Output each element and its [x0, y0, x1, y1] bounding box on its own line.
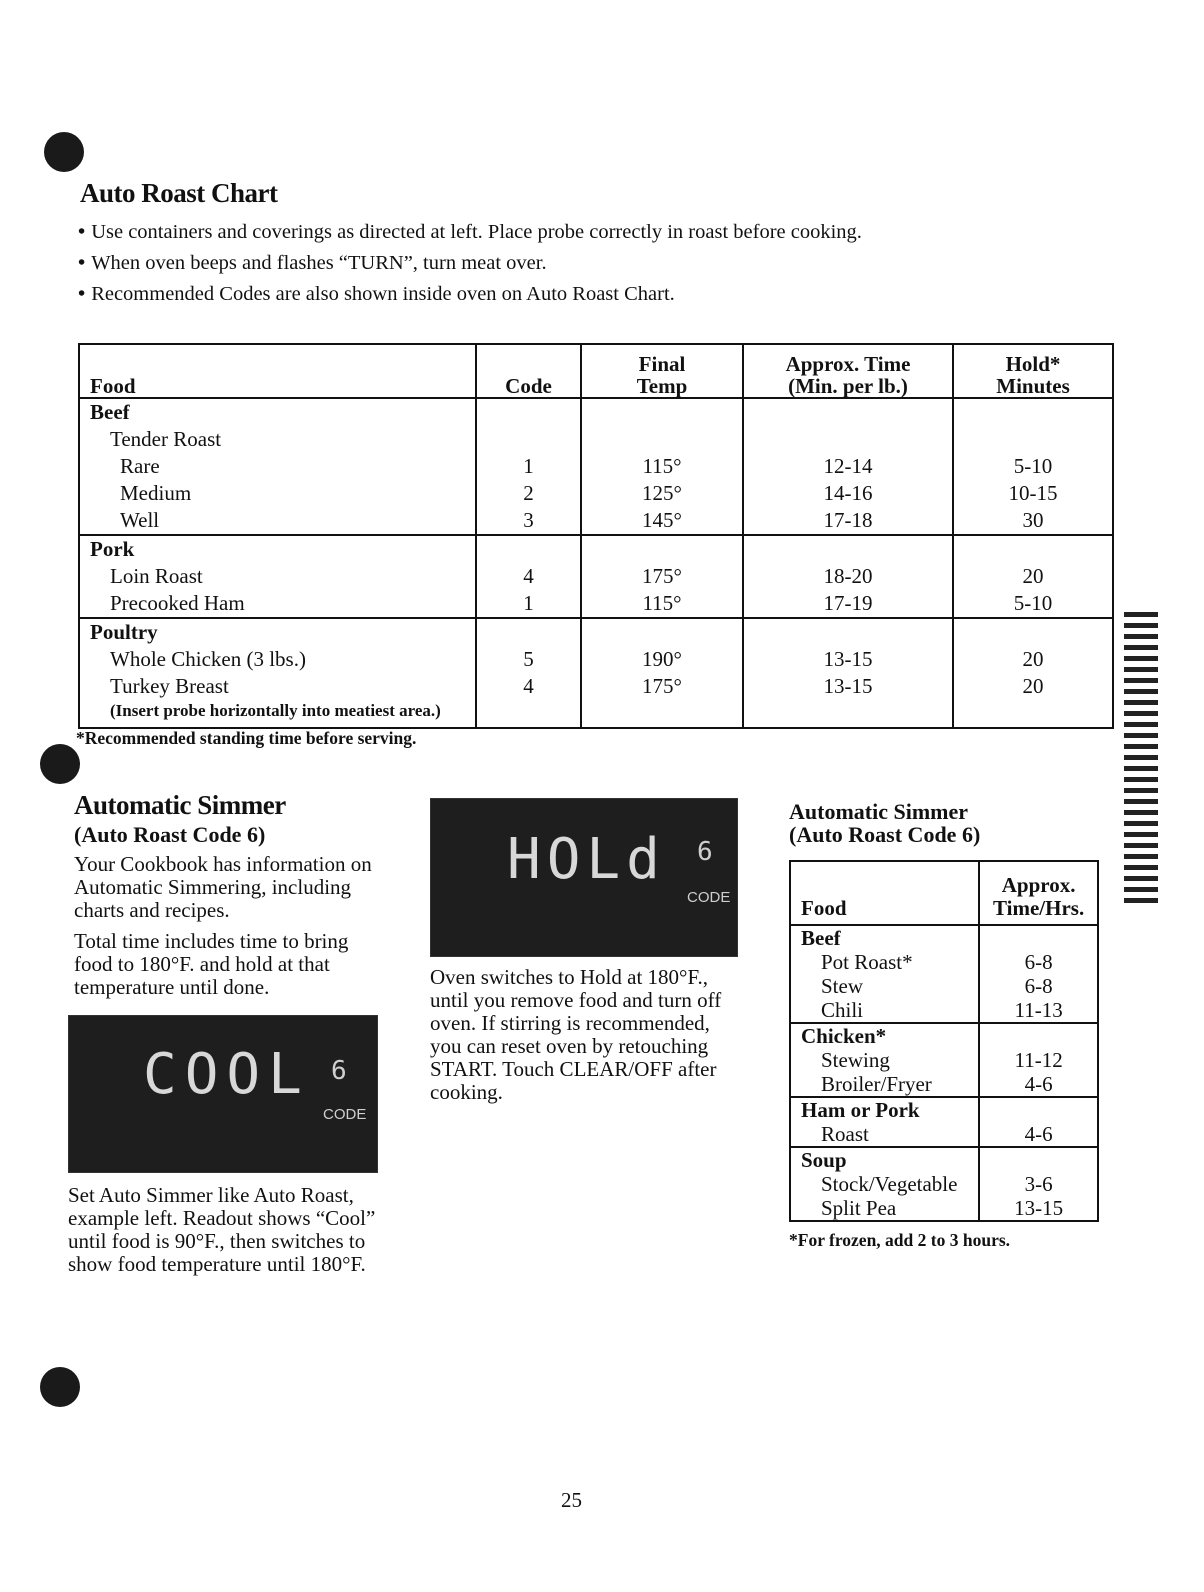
auto-roast-bullets	[78, 217, 1078, 310]
cell-food: Pot Roast*	[790, 950, 979, 974]
simmer-group-ham-pork	[790, 1097, 1098, 1147]
group-label: Beef	[790, 925, 979, 950]
hold-caption: Oven switches to Hold at 180°F., until you remove food and turn off oven. If stirring is recommended, you can reset oven by retouching START. Touch CLEAR/OFF after cooking.	[430, 965, 722, 1104]
simmer-table	[789, 860, 1099, 1222]
hold-readout: HOLd	[507, 827, 666, 892]
cell-hold: 5-10	[953, 453, 1113, 480]
cell-hold: 20	[953, 563, 1113, 590]
cell-food: Stew	[790, 974, 979, 998]
roast-footnote: *Recommended standing time before serving.	[76, 728, 417, 748]
binder-hole-top	[44, 132, 84, 172]
table-row	[790, 1072, 1098, 1097]
table-row	[79, 453, 1113, 480]
cell-food: Turkey Breast	[79, 673, 476, 700]
cell-temp: 175°	[581, 563, 743, 590]
cell-code: 4	[476, 563, 581, 590]
simmer-title: Automatic Simmer	[74, 790, 286, 820]
table-header-row	[790, 861, 1098, 925]
cell-food: Broiler/Fryer	[790, 1072, 979, 1097]
cell-food: Well	[79, 507, 476, 535]
cell-temp: 115°	[581, 590, 743, 618]
cell-food: Loin Roast	[79, 563, 476, 590]
header-hold: Hold* Minutes	[953, 344, 1113, 398]
cell-food: Roast	[790, 1122, 979, 1147]
bullet-item: • When oven beeps and flashes “TURN”, turn meat over.	[78, 248, 1078, 279]
cell-food: Precooked Ham	[79, 590, 476, 618]
subgroup-label: Tender Roast	[79, 426, 476, 453]
table-row	[79, 480, 1113, 507]
cell-code: 2	[476, 480, 581, 507]
binder-hole-middle	[40, 744, 80, 784]
cell-time: 17-19	[743, 590, 953, 618]
cool-code-digit: 6	[331, 1056, 347, 1086]
group-label: Ham or Pork	[790, 1097, 979, 1122]
simmer-paragraph-2: Total time includes time to bring food to 180°F. and hold at that temperature until done.	[74, 929, 349, 999]
cell-food: Chili	[790, 998, 979, 1023]
cell-time: 11-12	[979, 1048, 1098, 1072]
simmer-group-soup	[790, 1147, 1098, 1221]
hold-code-digit: 6	[697, 837, 713, 867]
simmer-paragraph-1: Your Cookbook has information on Automatic Simmering, including charts and recipes.	[74, 852, 372, 922]
cell-hold: 20	[953, 673, 1113, 700]
hold-display	[430, 798, 738, 957]
auto-roast-table	[78, 343, 1114, 729]
cell-code: 1	[476, 453, 581, 480]
table-row	[79, 646, 1113, 673]
group-poultry	[79, 618, 1113, 728]
table-header-row	[79, 344, 1113, 398]
cell-temp: 145°	[581, 507, 743, 535]
simmer-subtitle: (Auto Roast Code 6)	[74, 822, 266, 847]
cell-temp: 190°	[581, 646, 743, 673]
group-pork	[79, 535, 1113, 618]
table-row	[790, 998, 1098, 1023]
simmer-group-beef	[790, 925, 1098, 1023]
cell-time: 3-6	[979, 1172, 1098, 1196]
table-row	[79, 507, 1113, 535]
cell-food: Split Pea	[790, 1196, 979, 1221]
cell-time: 6-8	[979, 950, 1098, 974]
header-food: Food	[79, 344, 476, 398]
simmer-table-title: Automatic Simmer	[789, 799, 969, 824]
probe-note: (Insert probe horizontally into meatiest area.)	[79, 700, 476, 728]
cell-code: 5	[476, 646, 581, 673]
table-row	[790, 1172, 1098, 1196]
table-row	[790, 1196, 1098, 1221]
cell-code: 4	[476, 673, 581, 700]
cell-time: 4-6	[979, 1072, 1098, 1097]
group-label: Chicken*	[790, 1023, 979, 1048]
cell-food: Rare	[79, 453, 476, 480]
cell-hold: 10-15	[953, 480, 1113, 507]
group-label: Pork	[79, 535, 476, 563]
group-label: Soup	[790, 1147, 979, 1172]
simmer-footnote: *For frozen, add 2 to 3 hours.	[789, 1230, 1011, 1250]
bullet-item: • Use containers and coverings as directed at left. Place probe correctly in roast before cooking.	[78, 217, 1078, 248]
cell-food: Whole Chicken (3 lbs.)	[79, 646, 476, 673]
cell-food: Medium	[79, 480, 476, 507]
cell-code: 3	[476, 507, 581, 535]
group-label: Poultry	[79, 618, 476, 646]
cell-time: 13-15	[743, 673, 953, 700]
group-beef	[79, 398, 1113, 535]
cell-food: Stock/Vegetable	[790, 1172, 979, 1196]
table-row	[79, 673, 1113, 700]
cell-time: 11-13	[979, 998, 1098, 1023]
cool-caption: Set Auto Simmer like Auto Roast, example left. Readout shows “Cool” until food is 90°F., then switches to show food temperature until 180°F.	[68, 1183, 376, 1276]
table-row	[790, 974, 1098, 998]
binder-hole-bottom	[40, 1367, 80, 1407]
auto-roast-title: Auto Roast Chart	[80, 178, 278, 208]
cool-display	[68, 1015, 378, 1173]
header-code: Code	[476, 344, 581, 398]
cell-time: 18-20	[743, 563, 953, 590]
cell-hold: 30	[953, 507, 1113, 535]
cool-code-label: CODE	[323, 1106, 367, 1123]
cell-time: 6-8	[979, 974, 1098, 998]
header-food: Food	[790, 861, 979, 925]
table-row	[79, 590, 1113, 618]
header-approx-time: Approx. Time (Min. per lb.)	[743, 344, 953, 398]
cell-time: 14-16	[743, 480, 953, 507]
table-row	[790, 950, 1098, 974]
cell-time: 12-14	[743, 453, 953, 480]
cell-temp: 175°	[581, 673, 743, 700]
cell-time: 13-15	[743, 646, 953, 673]
cell-temp: 115°	[581, 453, 743, 480]
cell-time: 17-18	[743, 507, 953, 535]
cool-readout: COOL	[143, 1042, 310, 1107]
table-row	[790, 1122, 1098, 1147]
cell-time: 4-6	[979, 1122, 1098, 1147]
simmer-group-chicken	[790, 1023, 1098, 1097]
cell-hold: 20	[953, 646, 1113, 673]
cell-time: 13-15	[979, 1196, 1098, 1221]
cell-hold: 5-10	[953, 590, 1113, 618]
edge-tab-marks	[1124, 612, 1158, 909]
group-label: Beef	[79, 398, 476, 426]
simmer-table-subtitle: (Auto Roast Code 6)	[789, 822, 981, 847]
cell-code: 1	[476, 590, 581, 618]
header-time: Approx. Time/Hrs.	[979, 861, 1098, 925]
page-number: 25	[561, 1488, 582, 1512]
cell-food: Stewing	[790, 1048, 979, 1072]
table-row	[79, 563, 1113, 590]
cell-temp: 125°	[581, 480, 743, 507]
bullet-item: • Recommended Codes are also shown inside oven on Auto Roast Chart.	[78, 279, 1078, 310]
header-final-temp: Final Temp	[581, 344, 743, 398]
hold-code-label: CODE	[687, 889, 731, 906]
table-row	[790, 1048, 1098, 1072]
